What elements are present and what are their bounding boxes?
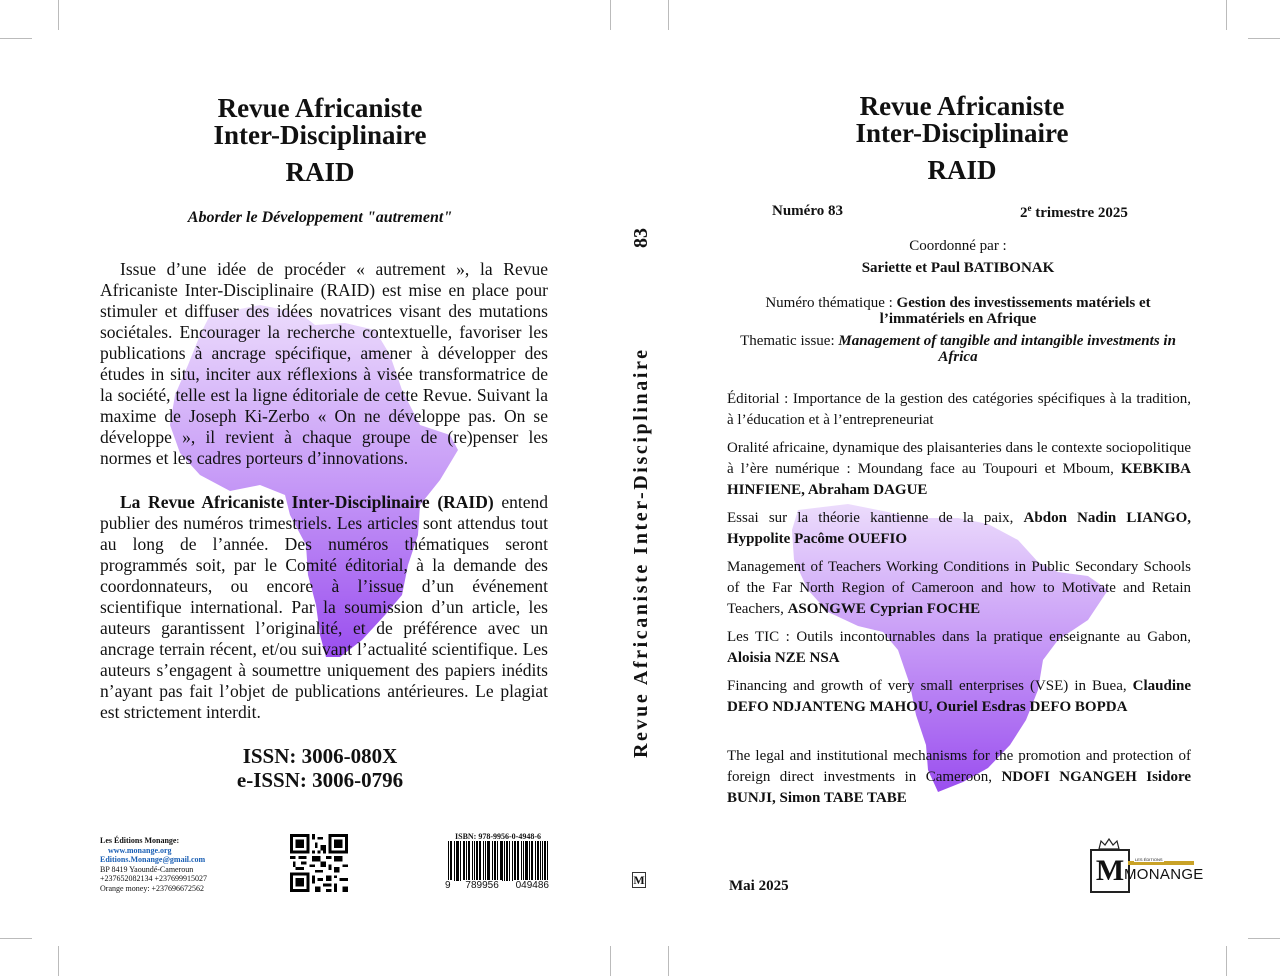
barcode-bar bbox=[529, 841, 530, 881]
barcode-bar bbox=[487, 841, 488, 881]
theme-en-label: Thematic issue: bbox=[740, 333, 839, 349]
article-item bbox=[727, 438, 1191, 501]
back-title-line1: Revue Africaniste bbox=[217, 93, 423, 123]
barcode-bar bbox=[514, 841, 515, 881]
theme-en-text: Management of tangible and intangible investments in Africa bbox=[838, 333, 1176, 365]
crop-mark bbox=[0, 38, 32, 39]
barcode-bar bbox=[463, 841, 464, 881]
barcode-bar bbox=[456, 841, 457, 881]
barcode-bar bbox=[483, 841, 484, 881]
theme-en bbox=[738, 333, 1178, 365]
barcode-bar bbox=[512, 841, 513, 881]
barcode-bar bbox=[472, 841, 473, 881]
article-title: Financing and growth of very small enterprises (VSE) in Buea, bbox=[727, 678, 1133, 694]
article-item bbox=[727, 557, 1191, 620]
barcode-bar bbox=[492, 841, 493, 881]
publisher-phones: +237652082134 +237699915027 bbox=[100, 874, 208, 883]
article-authors: KEBKIBA HINFIENE, Abraham DAGUE bbox=[727, 461, 1191, 498]
barcode-bar bbox=[540, 841, 541, 881]
barcode-bar bbox=[468, 841, 469, 881]
barcode-bar bbox=[489, 841, 490, 881]
back-paragraph-2-text bbox=[100, 492, 548, 723]
barcode-bar bbox=[458, 841, 459, 881]
barcode-bar bbox=[535, 841, 536, 881]
issue-date: Mai 2025 bbox=[729, 878, 789, 894]
barcode-digits-group1: 789956 bbox=[462, 880, 501, 891]
back-paragraph-2-rest: entend publier des numéros trimestriels. Les articles sont attendus tout au long de l’année. Des numéros thématiques seront programmés soit, par le Comité éditorial, à la demande des coordonnateurs, ou encore à l’issue d’un événement scientifique international. Par la soumission d’un article, les auteurs garantissent l’originalité, et de préférence avec un ancrage terrain récent, et/ou suivant l’actualité scientifique. Les auteurs s’engagent à soumettre uniquement des papiers inédits n’ayant pas fait l’objet de publications antérieures. Le plagiat est strictement interdit. bbox=[100, 492, 548, 722]
barcode-bar bbox=[518, 841, 519, 881]
barcode-bar bbox=[532, 841, 533, 881]
issue-quarter-rest: trimestre 2025 bbox=[1031, 205, 1128, 221]
barcode-digit-first: 9 bbox=[445, 880, 451, 891]
barcode-bar bbox=[537, 841, 538, 881]
article-item bbox=[727, 627, 1191, 669]
issue-quarter-sup: e bbox=[1027, 203, 1032, 213]
publisher-name: Les Éditions Monange: bbox=[100, 836, 180, 845]
barcode-bar bbox=[526, 841, 527, 881]
article-title: Oralité africaine, dynamique des plaisanteries dans le contexte sociopolitique à l’ère numérique : Moundang face au Toupouri et Mboum, bbox=[727, 440, 1191, 477]
barcode-bar bbox=[544, 841, 545, 881]
barcode-bar bbox=[531, 841, 532, 881]
barcode-bar bbox=[477, 841, 478, 881]
barcode-bar bbox=[504, 841, 505, 881]
crop-mark bbox=[1248, 38, 1280, 39]
theme-fr-label: Numéro thématique : bbox=[765, 295, 897, 311]
barcode-bar bbox=[501, 841, 502, 881]
isbn-barcode bbox=[444, 832, 552, 891]
back-title-block bbox=[150, 95, 490, 188]
barcode-bar bbox=[476, 841, 477, 881]
crop-mark bbox=[58, 946, 59, 976]
spine-publisher-logo: M bbox=[633, 873, 645, 887]
qr-code bbox=[290, 834, 348, 892]
publisher-info bbox=[100, 836, 230, 893]
barcode-bar bbox=[509, 841, 510, 881]
issue-quarter bbox=[1020, 203, 1128, 222]
logo-text: MONANGE bbox=[1124, 866, 1204, 883]
barcode-bar bbox=[542, 841, 543, 881]
barcode-bar bbox=[521, 841, 522, 881]
barcode-bar bbox=[507, 841, 508, 881]
article-item bbox=[727, 676, 1191, 718]
barcode-bar bbox=[494, 841, 495, 881]
back-tagline: Aborder le Développement "autrement" bbox=[187, 209, 453, 226]
article-authors: Abdon Nadin LIANGO, Hyppolite Pacôme OUEFIO bbox=[727, 510, 1191, 547]
barcode-bar bbox=[538, 841, 539, 881]
back-title-acronym: RAID bbox=[285, 157, 355, 187]
spine bbox=[610, 0, 668, 976]
logo-small-text: LES ÉDITIONS bbox=[1135, 857, 1163, 862]
publisher-website[interactable]: www.monange.org bbox=[108, 845, 172, 855]
front-title-line1: Revue Africaniste bbox=[859, 91, 1065, 121]
barcode-bar bbox=[457, 841, 458, 881]
barcode-bar bbox=[500, 841, 501, 881]
barcode-bar bbox=[485, 841, 486, 881]
barcode-bar bbox=[454, 841, 455, 881]
crop-mark bbox=[1248, 938, 1280, 939]
issue-number: Numéro 83 bbox=[772, 203, 843, 219]
article-title: Essai sur la théorie kantienne de la paix, bbox=[727, 510, 1024, 526]
barcode-bar bbox=[495, 841, 496, 881]
barcode-bar bbox=[517, 841, 518, 881]
isbn-label: ISBN: 978-9956-0-4948-6 bbox=[455, 832, 541, 841]
spine-number: 83 bbox=[630, 228, 652, 248]
back-paragraph-1-text: Issue d’une idée de procéder « autrement », la Revue Africaniste Inter-Disciplinaire (RAID) est mise en place pour stimuler et diffuser des idées novatrices visant des mutations sociétales. Encourager la recherche contextuelle, favoriser les publications à ancrage spécifique, amener à développer des études in situ, inciter aux réflexions à visée transformatrice de la société, telle est la ligne éditoriale de cette Revue. Suivant la maxime de Joseph Ki-Zerbo « On ne développe pas. On se développe », il revient à chaque groupe de (re)penser les normes et les cadres porteurs d’innovations. bbox=[100, 259, 548, 468]
barcode-bar bbox=[466, 841, 467, 881]
coordinated-by-label: Coordonné par : bbox=[909, 238, 1007, 254]
article-title: Management of Teachers Working Conditions in Public Secondary Schools of the Far North Region of Cameroon and how to Motivate and Retain Teachers, bbox=[727, 559, 1191, 617]
article-authors: ASONGWE Cyprian FOCHE bbox=[787, 601, 981, 617]
barcode-bar bbox=[488, 841, 489, 881]
barcode-digits-group2: 049486 bbox=[513, 880, 552, 891]
barcode-bar bbox=[506, 841, 507, 881]
issn-block bbox=[170, 744, 470, 792]
barcode-bar bbox=[479, 841, 480, 881]
barcode-bar bbox=[502, 841, 503, 881]
article-item bbox=[727, 389, 1191, 431]
e-issn: e-ISSN: 3006-0796 bbox=[236, 768, 404, 792]
issue-quarter-num: 2 bbox=[1020, 205, 1028, 221]
article-title: Éditorial : Importance de la gestion des catégories spécifiques à la tradition, à l’éducation et à l’entrepreneuriat bbox=[727, 391, 1191, 428]
publisher-address: BP 8419 Yaoundé-Cameroun bbox=[100, 864, 194, 874]
article-title: The legal and institutional mechanisms for the promotion and protection of foreign direct investments in Cameroon, bbox=[727, 748, 1191, 785]
article-authors: Aloisia NZE NSA bbox=[727, 650, 840, 666]
coordinators: Sariette et Paul BATIBONAK bbox=[861, 260, 1055, 276]
barcode-bar bbox=[525, 841, 526, 881]
back-paragraph-2-lead: La Revue Africaniste Inter-Disciplinaire (RAID) bbox=[120, 492, 494, 512]
issn: ISSN: 3006-080X bbox=[242, 744, 398, 768]
back-paragraph-2 bbox=[100, 492, 548, 723]
back-cover bbox=[60, 0, 610, 976]
article-title: Les TIC : Outils incontournables dans la pratique enseignante au Gabon, bbox=[727, 629, 1191, 645]
front-cover bbox=[668, 0, 1228, 976]
theme-fr bbox=[728, 295, 1188, 327]
barcode-bar bbox=[480, 841, 481, 881]
barcode-bar bbox=[469, 841, 470, 881]
publisher-email[interactable]: Editions.Monange@gmail.com bbox=[100, 855, 206, 864]
barcode-bar bbox=[515, 841, 516, 881]
barcode-bar bbox=[474, 841, 475, 881]
logo-m-letter: M bbox=[1090, 849, 1130, 893]
publisher-orange-money: Orange money: +237696672562 bbox=[100, 883, 205, 893]
article-item bbox=[727, 746, 1191, 809]
front-title-block bbox=[792, 93, 1132, 186]
monange-logo bbox=[1088, 838, 1204, 894]
article-authors: Claudine DEFO NDJANTENG MAHOU, Ouriel Esdras DEFO BOPDA bbox=[727, 678, 1191, 715]
spine-title: Revue Africaniste Inter-Disciplinaire bbox=[630, 347, 652, 758]
front-title-acronym: RAID bbox=[927, 155, 997, 185]
front-title-line2: Inter-Disciplinaire bbox=[855, 118, 1069, 148]
crop-mark bbox=[0, 938, 32, 939]
theme-fr-text: Gestion des investissements matériels et l’immatériels en Afrique bbox=[879, 295, 1151, 327]
barcode-bar bbox=[464, 841, 465, 881]
barcode-bar bbox=[527, 841, 528, 881]
back-title-line2: Inter-Disciplinaire bbox=[213, 120, 427, 150]
crop-mark bbox=[58, 0, 59, 30]
barcode-bar bbox=[523, 841, 524, 881]
article-item bbox=[727, 508, 1191, 550]
barcode-bar bbox=[451, 841, 452, 881]
back-paragraph-1 bbox=[100, 259, 548, 469]
barcode-bar bbox=[460, 841, 461, 881]
article-authors: NDOFI NGANGEH Isidore BUNJI, Simon TABE TABE bbox=[727, 769, 1191, 806]
